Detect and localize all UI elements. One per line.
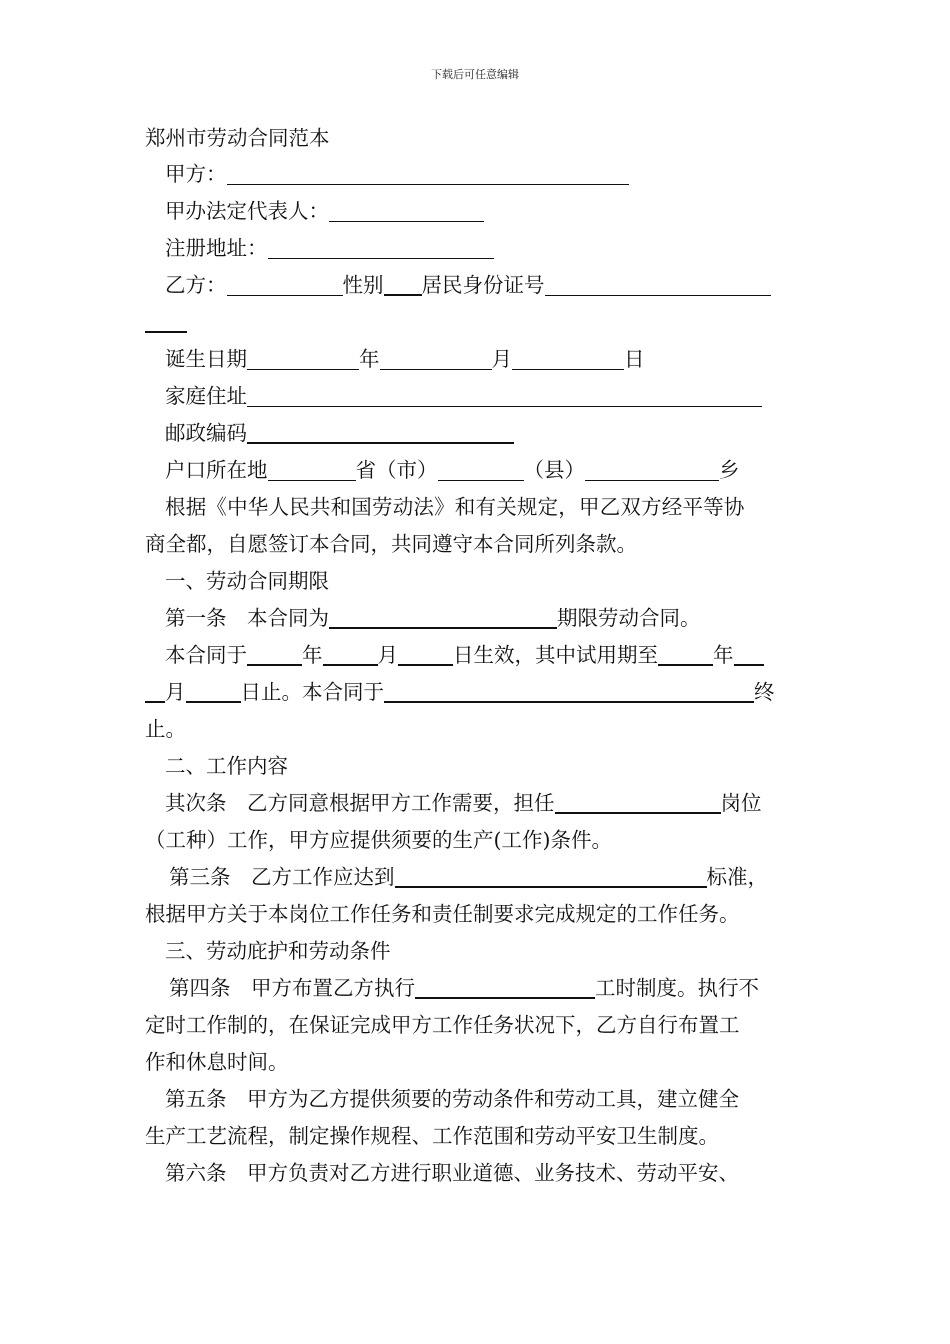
hukou-label: 户口所在地 — [165, 458, 268, 482]
article-1-suffix: 期限劳动合同。 — [557, 606, 701, 630]
article-4-line-3: 作和休息时间。 — [145, 1050, 289, 1074]
probation-label: 日生效，其中试用期至 — [453, 643, 658, 667]
home-addr-line — [145, 378, 810, 415]
probation-month-blank-a — [734, 640, 764, 666]
probation-year-label: 年 — [713, 643, 734, 667]
birth-label: 诞生日期 — [165, 347, 247, 371]
contract-body — [145, 120, 810, 1192]
township-label: 乡 — [719, 458, 740, 482]
article-6-line: 第六条 甲方负责对乙方进行职业道德、业务技术、劳动平安、 — [165, 1161, 739, 1185]
article-2-line — [145, 785, 810, 822]
hukou-county-blank — [438, 456, 524, 481]
effective-line-2 — [145, 674, 810, 711]
article-2-line-2: （工种）工作，甲方应提供须要的生产(工作)条件。 — [145, 828, 612, 852]
id-no-blank-cont — [145, 307, 187, 333]
article-2-suffix: 岗位 — [720, 791, 762, 815]
reg-addr-line — [145, 230, 810, 267]
article-4-line-2: 定时工作制的，在保证完成甲方工作任务状况下，乙方自行布置工 — [145, 1013, 740, 1037]
article-5-line-2: 生产工艺流程，制定操作规程、工作范围和劳动平安卫生制度。 — [145, 1124, 719, 1148]
gender-label: 性别 — [342, 273, 384, 297]
article-1-line — [145, 600, 810, 637]
postcode-label: 邮政编码 — [165, 421, 247, 445]
reg-addr-label: 注册地址： — [165, 236, 268, 260]
hukou-line — [145, 452, 810, 489]
eff-day-blank — [398, 640, 453, 666]
legal-rep-blank — [329, 197, 484, 222]
home-addr-blank — [247, 382, 762, 407]
county-label: （县） — [523, 458, 585, 482]
id-no-blank — [545, 271, 771, 296]
article-3-line — [145, 859, 810, 896]
article-3-label: 第三条 乙方工作应达到 — [169, 865, 395, 889]
party-b-label: 乙方： — [165, 273, 227, 297]
party-b-line — [145, 267, 810, 304]
end-suffix: 终 — [754, 680, 775, 704]
gender-blank — [384, 270, 422, 296]
legal-rep-line — [145, 193, 810, 230]
article-4-suffix: 工时制度。执行不 — [595, 976, 759, 1000]
contract-term-blank — [329, 603, 557, 629]
hukou-province-blank — [268, 456, 356, 481]
birth-line — [145, 341, 810, 378]
article-5-line: 第五条 甲方为乙方提供须要的劳动条件和劳动工具，建立健全 — [165, 1087, 739, 1111]
eff-month-label: 月 — [377, 643, 398, 667]
probation-month-blank-b — [145, 677, 165, 703]
effective-line — [145, 637, 810, 674]
end-date-blank — [384, 677, 754, 703]
standard-blank — [395, 862, 707, 888]
probation-month-label: 月 — [165, 680, 186, 704]
party-a-blank — [227, 160, 629, 185]
birth-year-label: 年 — [359, 347, 380, 371]
birth-day-blank — [512, 345, 624, 370]
effective-label: 本合同于 — [165, 643, 247, 667]
birth-day-label: 日 — [624, 347, 645, 371]
postcode-line — [145, 415, 810, 452]
legal-rep-label: 甲办法定代表人： — [165, 199, 329, 223]
birth-year-blank — [247, 345, 359, 370]
party-a-label: 甲方： — [165, 162, 227, 186]
probation-year-blank — [658, 640, 713, 666]
article-3-suffix: 标准， — [706, 865, 768, 889]
article-1-label: 第一条 本合同为 — [165, 606, 329, 630]
end-label: 日止。本合同于 — [240, 680, 384, 704]
hukou-township-blank — [585, 456, 719, 481]
page-header-note: 下载后可任意编辑 — [431, 68, 519, 81]
id-no-label: 居民身份证号 — [421, 273, 545, 297]
position-blank — [555, 788, 721, 814]
work-hours-blank — [415, 973, 595, 999]
article-2-label: 其次条 乙方同意根据甲方工作需要，担任 — [165, 791, 555, 815]
home-addr-label: 家庭住址 — [165, 384, 247, 408]
article-4-line — [145, 970, 810, 1007]
effective-line-3: 止。 — [145, 717, 186, 741]
reg-addr-blank — [268, 234, 494, 259]
document-title: 郑州市劳动合同范本 — [145, 126, 330, 150]
probation-day-blank — [186, 677, 241, 703]
section-1-heading: 一、劳动合同期限 — [165, 569, 329, 593]
party-b-blank — [227, 271, 343, 296]
article-3-line-2: 根据甲方关于本岗位工作任务和责任制要求完成规定的工作任务。 — [145, 902, 740, 926]
article-4-label: 第四条 甲方布置乙方执行 — [169, 976, 415, 1000]
preamble-line-2: 商全都，自愿签订本合同，共同遵守本合同所列条款。 — [145, 532, 637, 556]
birth-month-blank — [380, 345, 492, 370]
province-label: 省（市） — [355, 458, 438, 482]
section-2-heading: 二、工作内容 — [165, 754, 288, 778]
eff-year-label: 年 — [302, 643, 323, 667]
postcode-blank — [247, 418, 514, 444]
id-no-continued — [145, 304, 810, 341]
eff-year-blank — [247, 640, 302, 666]
section-3-heading: 三、劳动庇护和劳动条件 — [165, 939, 391, 963]
birth-month-label: 月 — [491, 347, 512, 371]
party-a-line — [145, 156, 810, 193]
preamble-line-1: 根据《中华人民共和国劳动法》和有关规定，甲乙双方经平等协 — [165, 495, 745, 519]
eff-month-blank — [323, 640, 378, 666]
